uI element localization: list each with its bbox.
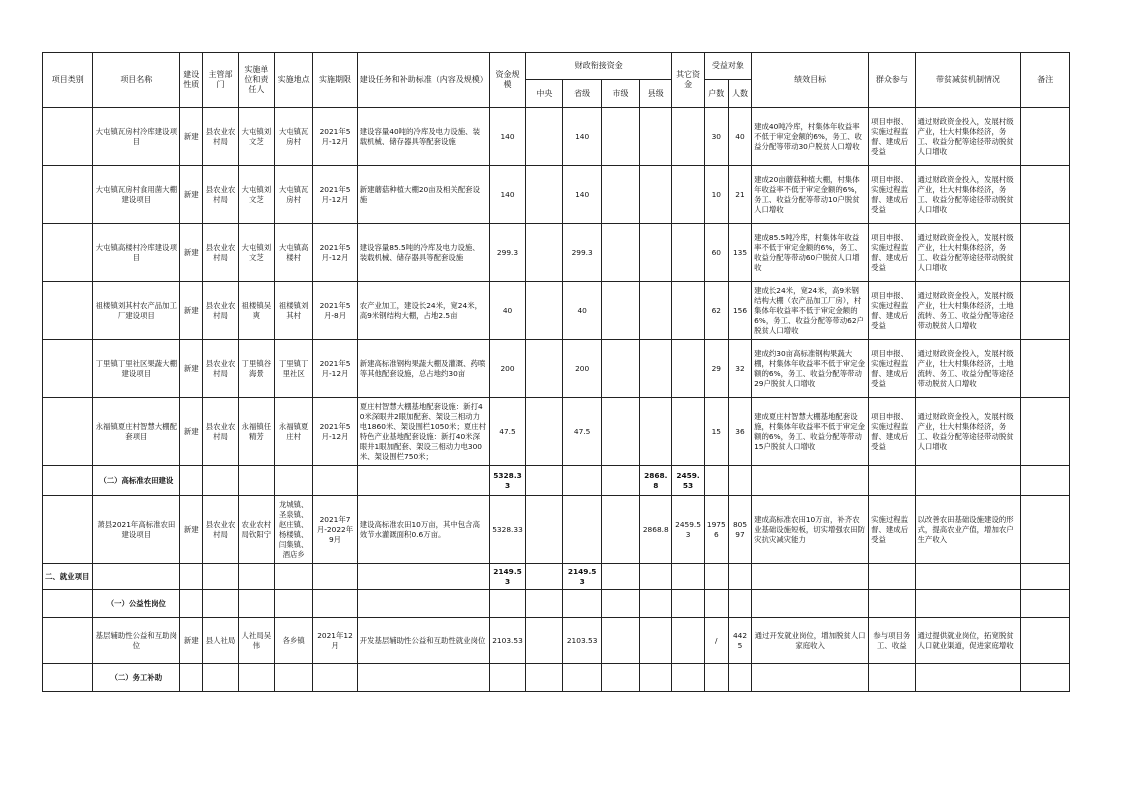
cell-category [43,224,93,282]
cell-remark [1021,282,1070,340]
header-project-name: 项目名称 [93,53,180,108]
cell-remark [1021,166,1070,224]
cell-nature: 新建 [180,496,203,564]
cell-period: 2021年12月 [313,618,357,664]
cell-mechanism: 以改善农田基础设施建设的形式，提高农业产值，增加农户生产收入 [915,496,1021,564]
cell-province: 200 [563,340,601,398]
cell-county [640,282,672,340]
cell-goal: 建成20亩蘑菇种植大棚，村集体年收益率不低于审定金额的6%，务工、收益分配等带动10户脱贫人口增收 [752,166,869,224]
subtotal-row [43,590,1070,618]
cell-central [526,282,563,340]
header-location: 实施地点 [275,53,313,108]
subtotal-row [43,664,1070,692]
cell-name: 永福镇夏庄村智慧大棚配套项目 [93,398,180,466]
cell-county [640,166,672,224]
cell-unit: 大屯镇刘文芝 [238,224,274,282]
section-label-public-welfare: （一）公益性岗位 [93,590,180,618]
cell-period: 2021年5月-8月 [313,282,357,340]
header-task: 建设任务和补助标准（内容及规模） [357,53,489,108]
cell-scale: 140 [489,108,525,166]
cell-other [672,224,704,282]
cell-mechanism: 通过财政资金投入，发展村级产业，壮大村集体经济，土地流转、务工、收益分配等途径带动脱贫人口增收 [915,340,1021,398]
cell-unit: 丁里镇谷海景 [238,340,274,398]
cell-other [672,398,704,466]
subtotal-row [43,466,1070,496]
cell-scale: 5328.33 [489,496,525,564]
table-row [43,224,1070,282]
header-goal: 绩效目标 [752,53,869,108]
cell-scale: 5328.33 [489,466,525,496]
cell-remark [1021,224,1070,282]
cell-province: 140 [563,108,601,166]
cell-province: 47.5 [563,398,601,466]
cell-category [43,282,93,340]
table-row [43,398,1070,466]
cell-nature: 新建 [180,282,203,340]
cell-central [526,224,563,282]
cell-mass: 项目申报、实施过程监督、建成后受益 [869,340,915,398]
cell-task: 建设高标准农田10万亩，其中包含高效节水灌溉面积0.6万亩。 [357,496,489,564]
cell-goal: 建成高标准农田10万亩，补齐农业基础设施短板，切实增强农田防灾抗灾减灾能力 [752,496,869,564]
cell-period: 2021年5月-12月 [313,340,357,398]
cell-category [43,166,93,224]
cell-mass: 项目申报、实施过程监督、建成后受益 [869,282,915,340]
cell-province: 2149.53 [563,564,601,590]
cell-dept: 县农业农村局 [203,224,238,282]
cell-persons: 135 [728,224,751,282]
cell-mass: 项目申报、实施过程监督、建成后受益 [869,166,915,224]
table-row [43,496,1070,564]
cell-households: / [704,618,728,664]
cell-task: 新建高标准钢构果蔬大棚及灌溉、药喷等其他配套设施，总占地约30亩 [357,340,489,398]
cell-category [43,398,93,466]
cell-households: 29 [704,340,728,398]
cell-province: 299.3 [563,224,601,282]
cell-other [672,108,704,166]
table-row [43,282,1070,340]
cell-scale: 140 [489,166,525,224]
cell-nature: 新建 [180,224,203,282]
cell-remark [1021,398,1070,466]
header-scale: 资金规模 [489,53,525,108]
cell-goal: 建成40吨冷库，村集体年收益率不低于审定金额的6%，务工、收益分配等带动30户脱贫人口增收 [752,108,869,166]
cell-mass: 项目申报、实施过程监督、建成后受益 [869,398,915,466]
header-project-category: 项目类别 [43,53,93,108]
header-period: 实施期限 [313,53,357,108]
cell-mass: 项目申报、实施过程监督、建成后受益 [869,108,915,166]
cell-unit: 农业农村局钦阳宁 [238,496,274,564]
cell-task: 建设容量85.5吨的冷库及电力设施、装载机械、储存器具等配套设施 [357,224,489,282]
cell-central [526,398,563,466]
project-table [42,52,1070,692]
cell-scale: 2103.53 [489,618,525,664]
cell-county [640,224,672,282]
header-households: 户数 [704,80,728,108]
cell-unit: 大屯镇刘文芝 [238,108,274,166]
cell-persons: 36 [728,398,751,466]
cell-task: 开发基层辅助性公益和互助性就业岗位 [357,618,489,664]
header-other: 其它资金 [672,53,704,108]
cell-period: 2021年5月-12月 [313,166,357,224]
cell-other: 2459.53 [672,496,704,564]
cell-nature: 新建 [180,108,203,166]
cell-location: 永福镇夏庄村 [275,398,313,466]
cell-city [601,282,639,340]
cell-county: 2868.8 [640,496,672,564]
cell-county [640,340,672,398]
header-central: 中央 [526,80,563,108]
cell-mechanism: 通过财政资金投入，发展村级产业，壮大村集体经济，务工、收益分配等途径带动脱贫人口增收 [915,108,1021,166]
cell-dept: 县农业农村局 [203,398,238,466]
cell-persons: 4425 [728,618,751,664]
cell-other [672,340,704,398]
cell-name: 萧县2021年高标准农田建设项目 [93,496,180,564]
cell-location: 祖楼镇刘其村 [275,282,313,340]
section-label-farmland: （二）高标准农田建设 [93,466,180,496]
cell-mechanism: 通过提供就业岗位，拓宽脱贫人口就业渠道，促进家庭增收 [915,618,1021,664]
cell-task: 夏庄村智慧大棚基地配套设施：新打40米深眼井2眼加配套、架设三相动力电1860米、架设围栏1050米；夏庄村特色产业基地配套设施：新打40米深眼井1眼加配套、架设三相动力电300米、架设围栏750米； [357,398,489,466]
header-fiscal: 财政衔接资金 [526,53,672,80]
cell-unit: 人社局吴伟 [238,618,274,664]
cell-name: 大屯镇瓦房村食用菌大棚建设项目 [93,166,180,224]
table-row [43,618,1070,664]
cell-dept: 县农业农村局 [203,108,238,166]
header-county: 县级 [640,80,672,108]
category-row [43,564,1070,590]
cell-scale: 40 [489,282,525,340]
cell-mechanism: 通过财政资金投入，发展村级产业，壮大村集体经济，务工、收益分配等途径带动脱贫人口增收 [915,398,1021,466]
header-province: 省级 [563,80,601,108]
cell-unit: 祖楼镇吴爽 [238,282,274,340]
cell-scale: 299.3 [489,224,525,282]
header-remark: 备注 [1021,53,1070,108]
cell-mass: 参与项目务工、收益 [869,618,915,664]
cell-location: 龙城镇、圣泉镇、赵庄镇、杨楼镇、闫集镇、酒店乡 [275,496,313,564]
cell-goal: 通过开发就业岗位，增加脱贫人口家庭收入 [752,618,869,664]
cell-scale: 200 [489,340,525,398]
cell-households: 15 [704,398,728,466]
cell-dept: 县人社局 [203,618,238,664]
cell-name: 祖楼镇刘其村农产品加工厂建设项目 [93,282,180,340]
cell-unit: 永福镇任精芳 [238,398,274,466]
cell-province: 40 [563,282,601,340]
header-build-nature: 建设性质 [180,53,203,108]
cell-scale: 47.5 [489,398,525,466]
cell-category [43,108,93,166]
cell-name: 丁里镇丁里社区果蔬大棚建设项目 [93,340,180,398]
cell-category [43,340,93,398]
cell-city [601,340,639,398]
cell-county [640,108,672,166]
header-unit: 实施单位和责任人 [238,53,274,108]
cell-persons: 80597 [728,496,751,564]
cell-period: 2021年5月-12月 [313,108,357,166]
cell-mechanism: 通过财政资金投入，发展村级产业，壮大村集体经济，务工、收益分配等途径带动脱贫人口增收 [915,224,1021,282]
cell-dept: 县农业农村局 [203,340,238,398]
cell-scale: 2149.53 [489,564,525,590]
cell-other: 2459.53 [672,466,704,496]
header-beneficiaries: 受益对象 [704,53,751,80]
category-employment: 二、就业项目 [43,564,93,590]
cell-location: 丁里镇丁里社区 [275,340,313,398]
cell-persons: 40 [728,108,751,166]
table-row [43,340,1070,398]
cell-other [672,282,704,340]
project-table-sheet [42,52,1070,692]
cell-mechanism: 通过财政资金投入，发展村级产业，壮大村集体经济，务工、收益分配等途径带动脱贫人口增收 [915,166,1021,224]
header-persons: 人数 [728,80,751,108]
cell-households: 30 [704,108,728,166]
cell-county: 2868.8 [640,466,672,496]
cell-task: 建设容量40吨的冷库及电力设施、装载机械、储存器具等配套设施 [357,108,489,166]
cell-remark [1021,108,1070,166]
header-city: 市级 [601,80,639,108]
cell-city [601,398,639,466]
cell-nature: 新建 [180,340,203,398]
cell-city [601,108,639,166]
cell-period: 2021年5月-12月 [313,224,357,282]
cell-mechanism: 通过财政资金投入，发展村级产业，壮大村集体经济，土地流转、务工、收益分配等途径带动脱贫人口增收 [915,282,1021,340]
cell-central [526,108,563,166]
cell-unit: 大屯镇刘文芝 [238,166,274,224]
cell-nature: 新建 [180,398,203,466]
cell-name: 大屯镇高楼村冷库建设项目 [93,224,180,282]
header-mass: 群众参与 [869,53,915,108]
cell-goal: 建成夏庄村智慧大棚基地配套设施，村集体年收益率不低于审定金额的6%，务工、收益分配等带动15户脱贫人口增收 [752,398,869,466]
cell-persons: 156 [728,282,751,340]
cell-mass: 项目申报、实施过程监督、建成后受益 [869,224,915,282]
cell-name: 基层辅助性公益和互助岗位 [93,618,180,664]
table-row [43,108,1070,166]
cell-category [43,466,93,496]
cell-location: 大屯镇高楼村 [275,224,313,282]
cell-location: 各乡镇 [275,618,313,664]
cell-province: 2103.53 [563,618,601,664]
cell-households: 10 [704,166,728,224]
cell-task: 农产业加工，建设长24米，宽24米，高9米钢结构大棚，占地2.5亩 [357,282,489,340]
cell-dept: 县农业农村局 [203,166,238,224]
cell-province: 140 [563,166,601,224]
cell-remark [1021,340,1070,398]
cell-other [672,166,704,224]
cell-mass: 实施过程监督、建成后受益 [869,496,915,564]
cell-households: 62 [704,282,728,340]
cell-central [526,166,563,224]
cell-households: 19756 [704,496,728,564]
cell-county [640,398,672,466]
cell-city [601,166,639,224]
cell-central [526,340,563,398]
cell-persons: 21 [728,166,751,224]
cell-goal: 建成长24米，宽24米，高9米钢结构大棚（农产品加工厂房），村集体年收益率不低于审定金额的6%，务工、收益分配等带动62户脱贫人口增收 [752,282,869,340]
cell-location: 大屯镇瓦房村 [275,166,313,224]
cell-dept: 县农业农村局 [203,496,238,564]
cell-households: 60 [704,224,728,282]
cell-location: 大屯镇瓦房村 [275,108,313,166]
cell-period: 2021年7月-2022年9月 [313,496,357,564]
header-dept: 主管部门 [203,53,238,108]
cell-period: 2021年5月-12月 [313,398,357,466]
cell-goal: 建成85.5吨冷库，村集体年收益率不低于审定金额的6%，务工、收益分配等带动60户脱贫人口增收 [752,224,869,282]
section-label-labor-subsidy: （二）务工补助 [93,664,180,692]
cell-task: 新建蘑菇种植大棚20亩及相关配套设施 [357,166,489,224]
cell-name: 大屯镇瓦房村冷库建设项目 [93,108,180,166]
cell-goal: 建成约30亩高标准钢构果蔬大棚，村集体年收益率不低于审定金额的6%，务工、收益分配等带动29户脱贫人口增收 [752,340,869,398]
cell-persons: 32 [728,340,751,398]
header-mechanism: 带贫减贫机制情况 [915,53,1021,108]
cell-city [601,224,639,282]
cell-dept: 县农业农村局 [203,282,238,340]
table-row [43,166,1070,224]
cell-nature: 新建 [180,166,203,224]
cell-nature: 新建 [180,618,203,664]
